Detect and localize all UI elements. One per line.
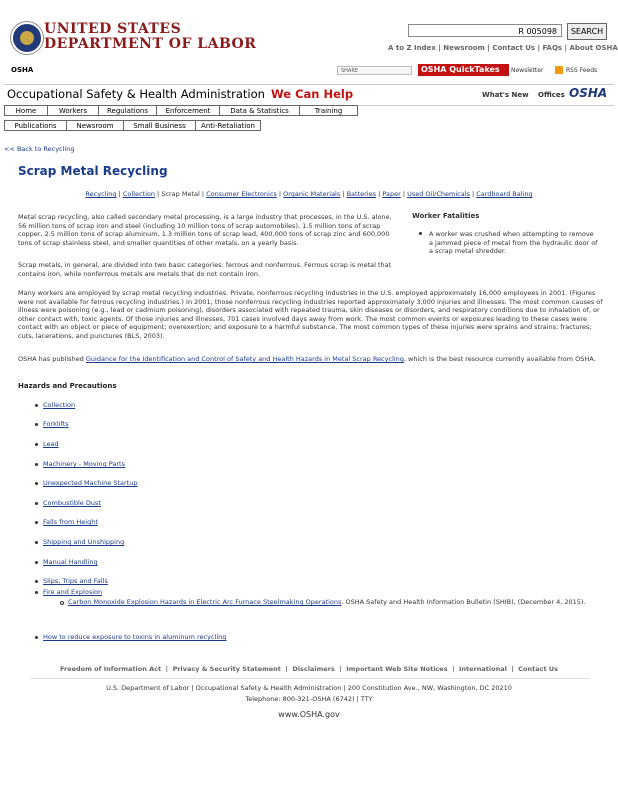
sub-bullet-icon xyxy=(60,601,64,605)
bullet-icon xyxy=(419,232,422,235)
secondary-nav xyxy=(4,120,260,131)
search-input[interactable]: R 005098 xyxy=(408,24,562,37)
nav-small-business[interactable]: Small Business xyxy=(123,120,196,131)
sidebar-text: A worker was crushed when attempting to remove a jammed piece of metal from the hydraulic door of a scrap metal shredder. xyxy=(429,230,598,256)
nav-publications[interactable]: Publications xyxy=(4,120,67,131)
nav-regulations[interactable]: Regulations xyxy=(98,105,157,116)
bullet-icon xyxy=(35,636,38,639)
footer-international[interactable]: International xyxy=(459,665,507,673)
search-button[interactable]: SEARCH xyxy=(567,23,607,40)
footer-notices[interactable]: Important Web Site Notices xyxy=(346,665,448,673)
back-link[interactable]: << Back to Recycling xyxy=(4,145,75,153)
top-link-contact[interactable]: Contact Us xyxy=(492,44,536,52)
footer-address: U.S. Department of Labor | Occupational Safety & Health Administration | 200 Constitution Ave., NW, Washington, DC 20210 xyxy=(106,684,512,692)
subnav-consumer-electronics[interactable]: Consumer Electronics xyxy=(206,190,277,198)
bullet-icon xyxy=(35,521,38,524)
bullet-icon xyxy=(35,404,38,407)
subnav-scrap-metal: Scrap Metal xyxy=(161,190,200,198)
dept-line1: UNITED STATES xyxy=(44,21,182,37)
footer-links: Freedom of Information Act | Privacy & Security Statement | Disclaimers | Important Web Site Notices | International | Contact Us xyxy=(59,665,558,673)
agency-title[interactable]: Occupational Safety & Health Administration xyxy=(7,87,265,101)
bullet-icon xyxy=(35,443,38,446)
subnav-paper[interactable]: Paper xyxy=(382,190,401,198)
dol-seal-icon[interactable] xyxy=(11,22,43,54)
quicktakes-banner[interactable]: OSHA QuickTakes xyxy=(418,64,509,76)
footer-contact[interactable]: Contact Us xyxy=(518,665,558,673)
offices-link[interactable]: Offices xyxy=(538,91,565,99)
rss-icon[interactable] xyxy=(555,66,563,74)
page-title: Scrap Metal Recycling xyxy=(18,164,168,178)
top-link-about[interactable]: About OSHA xyxy=(569,44,618,52)
footer-url[interactable]: www.OSHA.gov xyxy=(278,710,340,719)
nav-workers[interactable]: Workers xyxy=(47,105,99,116)
bullet-icon xyxy=(35,482,38,485)
hazard-shipping[interactable]: Shipping and Unshipping xyxy=(43,538,125,546)
nav-training[interactable]: Training xyxy=(299,105,358,116)
guidance-post: , which is the best resource currently available from OSHA. xyxy=(403,355,596,363)
hazard-slips-trips[interactable]: Slips, Trips and Falls xyxy=(43,577,108,585)
subnav-organic-materials[interactable]: Organic Materials xyxy=(283,190,341,198)
subnav-recycling[interactable]: Recycling xyxy=(85,190,117,198)
top-link-newsroom[interactable]: Newsroom xyxy=(443,44,485,52)
footer-disclaimers[interactable]: Disclaimers xyxy=(292,665,335,673)
whats-new-link[interactable]: What's New xyxy=(482,91,529,99)
bullet-icon xyxy=(35,580,38,583)
nav-home[interactable]: Home xyxy=(4,105,48,116)
rss-link[interactable]: RSS Feeds xyxy=(566,67,598,74)
footer-foia[interactable]: Freedom of Information Act xyxy=(59,665,162,673)
dept-line2: DEPARTMENT OF LABOR xyxy=(44,36,257,52)
hazard-lead[interactable]: Lead xyxy=(43,440,59,448)
main-nav xyxy=(4,105,357,116)
hazard-fire-explosion[interactable]: Fire and Explosion xyxy=(43,588,103,596)
footer-divider xyxy=(30,678,590,679)
topic-subnav: Recycling | Collection | Scrap Metal | Consumer Electronics | Organic Materials | Batteries | Paper | Used Oil/Chemicals | Cardboard Baling xyxy=(85,190,533,198)
hazard-aluminum-toxins[interactable]: How to reduce exposure to toxins in aluminum recycling xyxy=(43,633,227,641)
guidance-link[interactable]: Guidance for the Identification and Control of Safety and Health Hazards in Metal Scrap Recycling xyxy=(85,355,404,363)
hazard-unexpected-startup[interactable]: Unexpected Machine Startup xyxy=(43,479,138,487)
hazard-combustible-dust[interactable]: Combustible Dust xyxy=(43,499,101,507)
bullet-icon xyxy=(35,591,38,594)
footer-phone: Telephone: 800-321-OSHA (6742) | TTY xyxy=(245,695,373,703)
carbon-monoxide-rest: . OSHA Safety and Health Information Bulletin (SHIB), (December 4, 2015). xyxy=(341,598,586,606)
bullet-icon xyxy=(35,541,38,544)
workers-paragraph: Many workers are employed by scrap metal recycling industries. Private, nonferrous recycling industries in the U.S. employed approximately 16,000 employees in 2001. (Figures were not available for ferrous recycling industries.) In 2001, those nonferrous recycling industries reported approximately 3,000 injuries and illnesses. The most common causes of illness were poisoning (e.g., lead or cadmium poisoning), disorders associated with repeated trauma, skin diseases or disorders, and respiratory conditions due to inhalation of, or other contact with, toxic agents. Of those injuries and illnesses, 701 cases involved days away from work. The most common events or exposures leading to these cases were contact with an object or piece of equipment; overexertion; and exposure to a harmful substance. The most common types of these injuries were sprains and strains; fractures; cuts, lacerations, and punctures (BLS, 2003). xyxy=(18,289,603,340)
bullet-icon xyxy=(35,502,38,505)
sidebar-heading: Worker Fatalities xyxy=(412,212,480,220)
carbon-monoxide-link[interactable]: Carbon Monoxide Explosion Hazards in Electric Arc Furnace Steelmaking Operations xyxy=(68,598,342,606)
hazards-heading: Hazards and Precautions xyxy=(18,382,117,390)
newsletter-link[interactable]: Newsletter xyxy=(511,67,544,74)
bullet-icon xyxy=(35,561,38,564)
nav-anti-retaliation[interactable]: Anti-Retaliation xyxy=(195,120,261,131)
hazard-machinery[interactable]: Machinery - Moving Parts xyxy=(43,460,125,468)
nav-data-statistics[interactable]: Data & Statistics xyxy=(219,105,300,116)
dol-logo-text[interactable] xyxy=(44,22,256,52)
intro-paragraph: Metal scrap recycling, also called secondary metal processing, is a large industry that processes, in the U.S. alone, 56 million tons of scrap iron and steel (including 10 million tons of scrap automobiles), 1.5 million tons of scrap copper, 2.5 million tons of scrap aluminum, 1.3 million tons of scrap lead, 400,000 tons of scrap zinc and 600,000 tons of scrap stainless steel, and smaller quantities of other metals, on a yearly basis. xyxy=(18,213,392,247)
osha-logo[interactable]: OSHA xyxy=(569,86,608,100)
subnav-cardboard-baling[interactable]: Cardboard Baling xyxy=(476,190,533,198)
fire-subitem xyxy=(68,598,598,607)
subnav-collection[interactable]: Collection xyxy=(122,190,155,198)
share-button[interactable]: SHARE xyxy=(337,66,412,75)
osha-label: OSHA xyxy=(11,66,34,74)
subnav-batteries[interactable]: Batteries xyxy=(346,190,376,198)
bullet-icon xyxy=(35,463,38,466)
subnav-used-oil[interactable]: Used Oil/Chemicals xyxy=(407,190,470,198)
top-link-faqs[interactable]: FAQs xyxy=(542,44,563,52)
footer-privacy[interactable]: Privacy & Security Statement xyxy=(172,665,281,673)
guidance-pre: OSHA has published xyxy=(18,355,86,363)
hazard-forklifts[interactable]: Forklifts xyxy=(43,420,69,428)
hazard-collection[interactable]: Collection xyxy=(43,401,76,409)
hazard-manual-handling[interactable]: Manual Handling xyxy=(43,558,98,566)
top-links: A to Z Index | Newsroom | Contact Us | FAQs | About OSHA xyxy=(388,44,618,52)
top-link-atoz[interactable]: A to Z Index xyxy=(388,44,436,52)
guidance-paragraph xyxy=(18,355,603,364)
nav-enforcement[interactable]: Enforcement xyxy=(156,105,220,116)
we-can-help-link[interactable]: We Can Help xyxy=(271,87,354,101)
nav-newsroom[interactable]: Newsroom xyxy=(66,120,124,131)
metals-paragraph: Scrap metals, in general, are divided into two basic categories: ferrous and nonferrous. Ferrous scrap is metal that contains iron, while nonferrous metals are metals that do not contain iron. xyxy=(18,261,392,278)
hazard-falls-from-height[interactable]: Falls from Height xyxy=(43,518,98,526)
bullet-icon xyxy=(35,423,38,426)
